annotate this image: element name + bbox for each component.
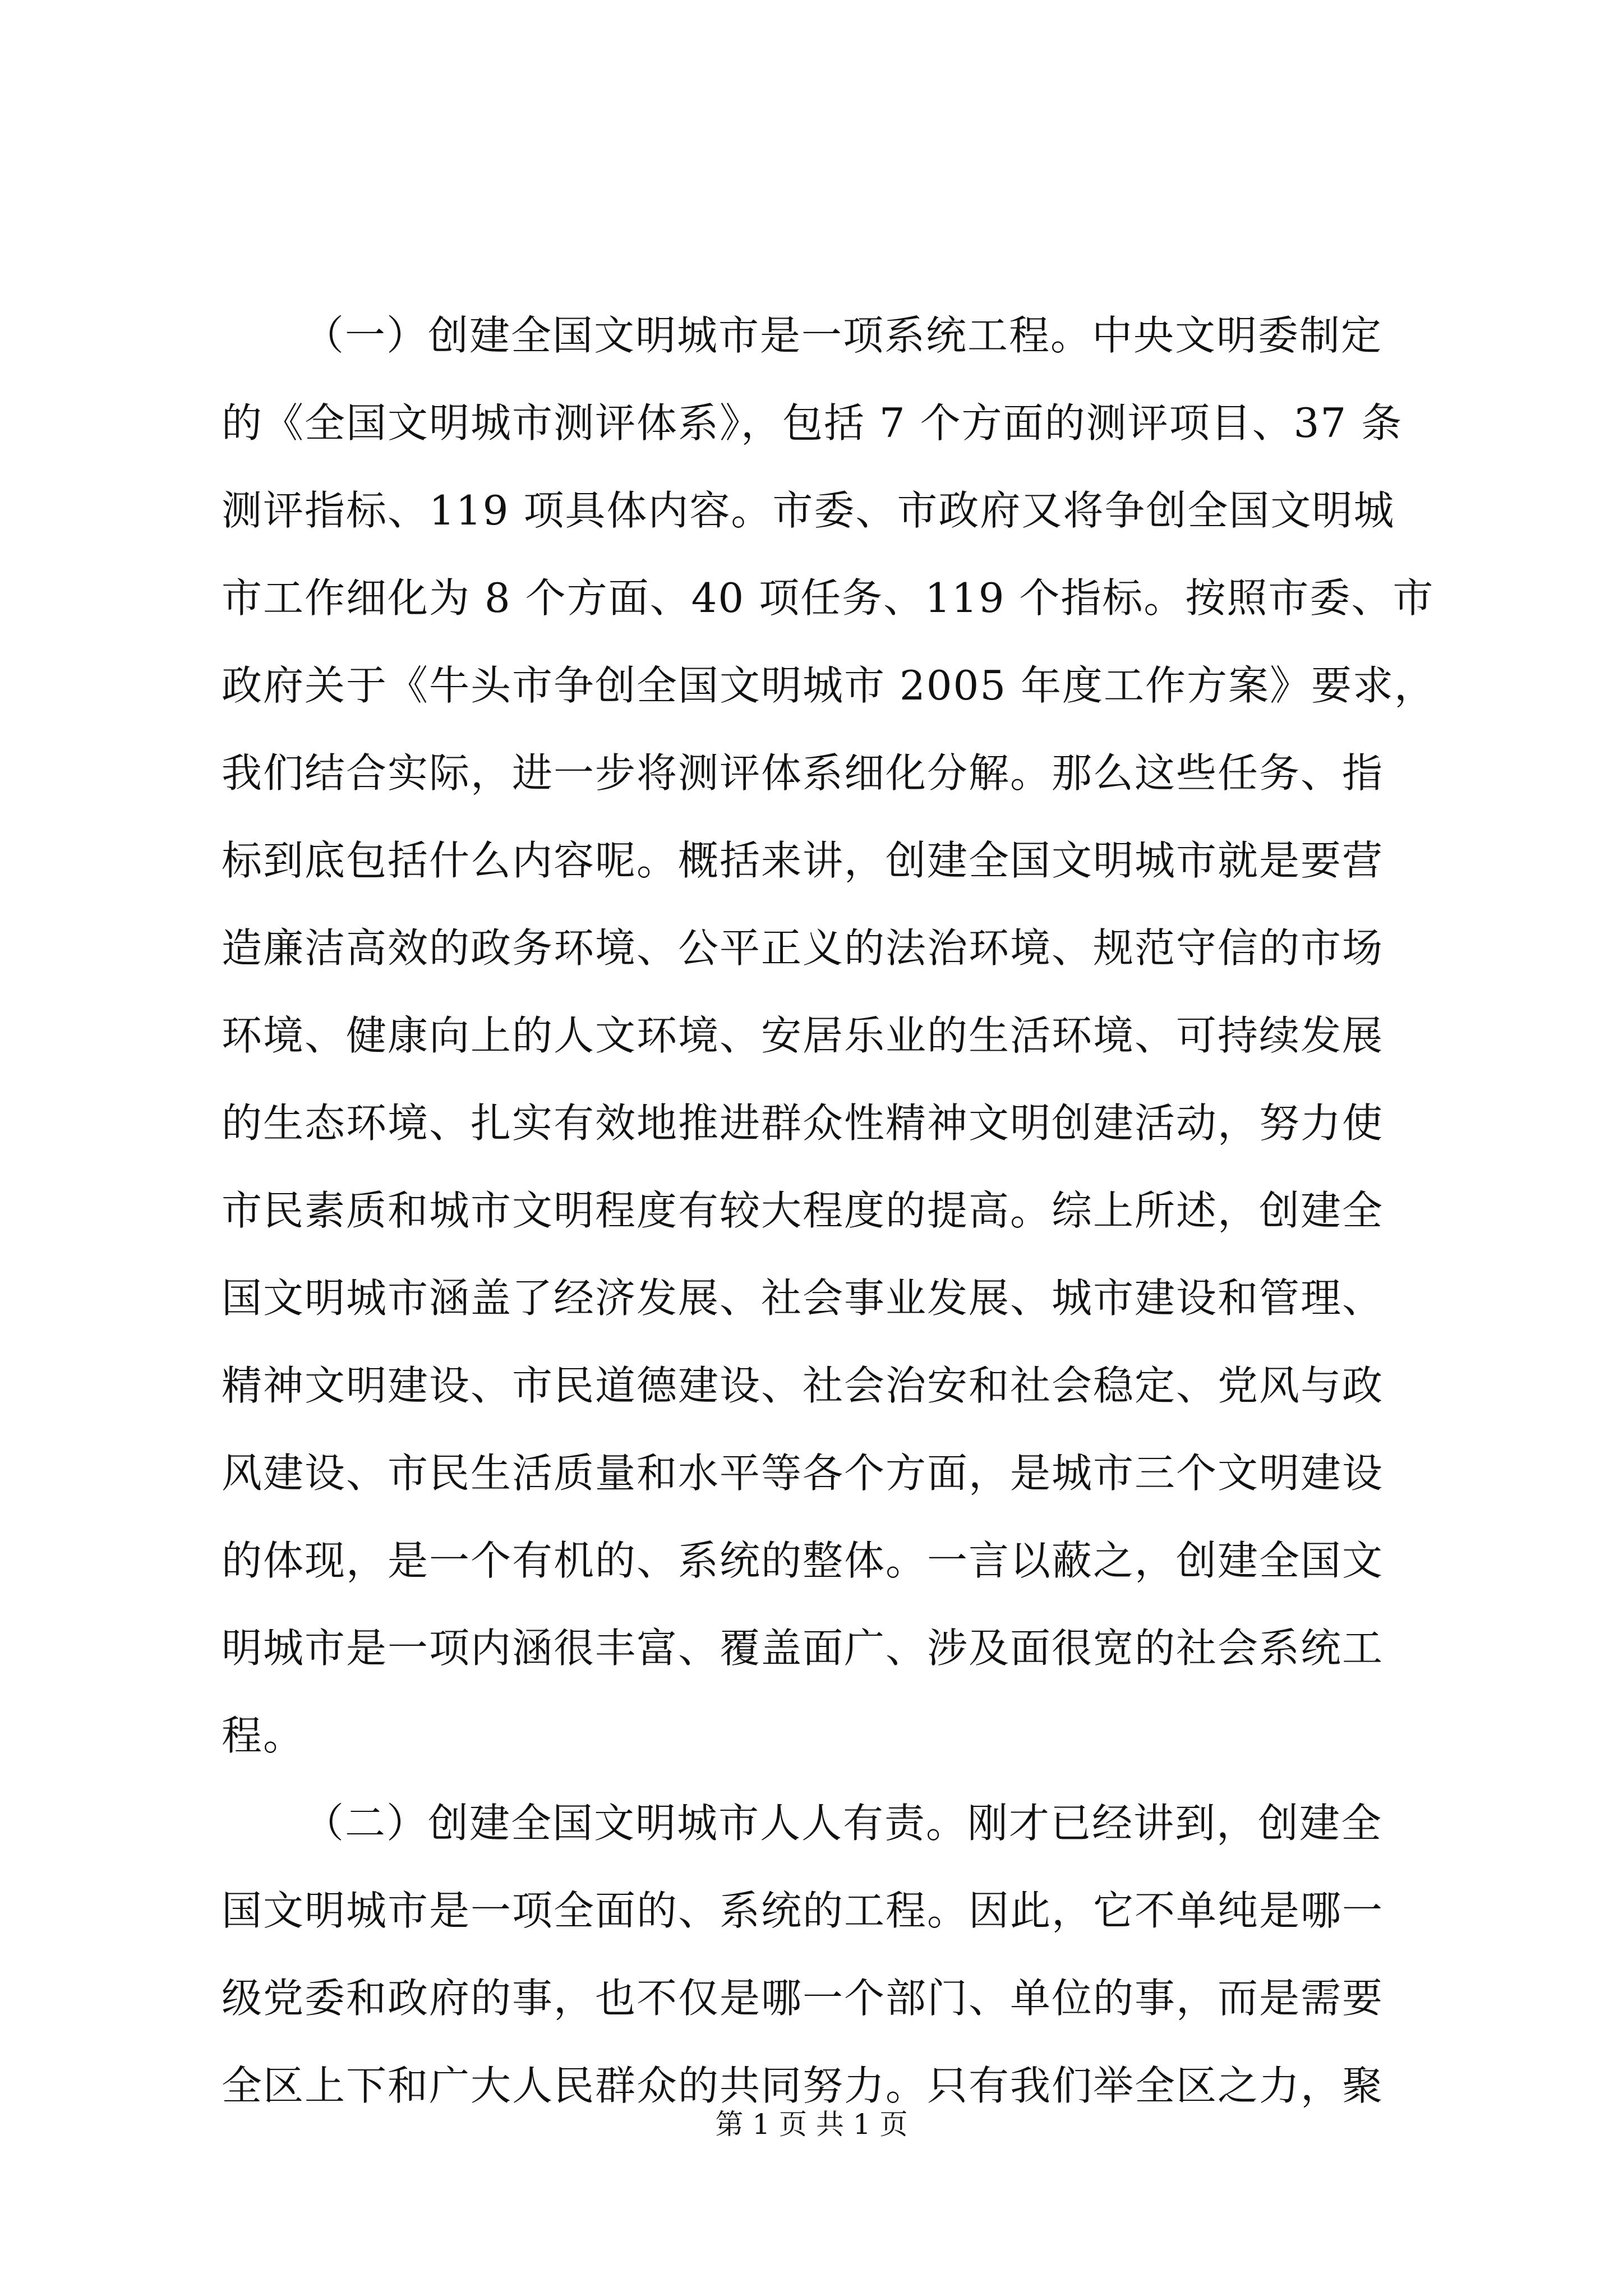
text-line: （二）创建全国文明城市人人有责。刚才已经讲到，创建全 bbox=[303, 1800, 1383, 1847]
text-line: 风建设、市民生活质量和水平等各个方面，是城市三个文明建设 bbox=[222, 1450, 1384, 1497]
text-line: 市民素质和城市文明程度有较大程度的提高。综上所述，创建全 bbox=[222, 1187, 1384, 1234]
text-line: 国文明城市涵盖了经济发展、社会事业发展、城市建设和管理、 bbox=[222, 1274, 1384, 1322]
text-line: 明城市是一项内涵很丰富、覆盖面广、涉及面很宽的社会系统工 bbox=[222, 1625, 1384, 1672]
text-line: 测评指标、119 项具体内容。市委、市政府又将争创全国文明城 bbox=[222, 487, 1395, 534]
text-line: 我们结合实际，进一步将测评体系细化分解。那么这些任务、指 bbox=[222, 749, 1384, 797]
text-line: 政府关于《牛头市争创全国文明城市 2005 年度工作方案》要求， bbox=[222, 662, 1436, 709]
text-line: 造廉洁高效的政务环境、公平正义的法治环境、规范守信的市场 bbox=[222, 924, 1384, 972]
text-line: 标到底包括什么内容呢。概括来讲，创建全国文明城市就是要营 bbox=[222, 837, 1384, 884]
text-line: 程。 bbox=[222, 1712, 305, 1759]
paragraph-1 bbox=[222, 292, 1436, 1779]
text-line: 的体现，是一个有机的、系统的整体。一言以蔽之，创建全国文 bbox=[222, 1537, 1384, 1584]
text-line: 国文明城市是一项全面的、系统的工程。因此，它不单纯是哪一 bbox=[222, 1887, 1384, 1934]
text-line: 精神文明建设、市民道德建设、社会治安和社会稳定、党风与政 bbox=[222, 1362, 1384, 1409]
text-line: 全区上下和广大人民群众的共同努力。只有我们举全区之力，聚 bbox=[222, 2062, 1384, 2109]
text-line: 的生态环境、扎实有效地推进群众性精神文明创建活动，努力使 bbox=[222, 1099, 1384, 1147]
text-line: 环境、健康向上的人文环境、安居乐业的生活环境、可持续发展 bbox=[222, 1012, 1384, 1059]
body-text bbox=[222, 292, 1436, 2129]
text-line: 的《全国文明城市测评体系》，包括 7 个方面的测评项目、37 条 bbox=[222, 399, 1403, 447]
text-line: 市工作细化为 8 个方面、40 项任务、119 个指标。按照市委、市 bbox=[222, 574, 1435, 622]
text-line: （一）创建全国文明城市是一项系统工程。中央文明委制定 bbox=[303, 312, 1383, 359]
page-footer: 第 1 页 共 1 页 bbox=[715, 2108, 908, 2141]
text-line: 级党委和政府的事，也不仅是哪一个部门、单位的事，而是需要 bbox=[222, 1975, 1384, 2022]
paragraph-2 bbox=[222, 1779, 1419, 2129]
